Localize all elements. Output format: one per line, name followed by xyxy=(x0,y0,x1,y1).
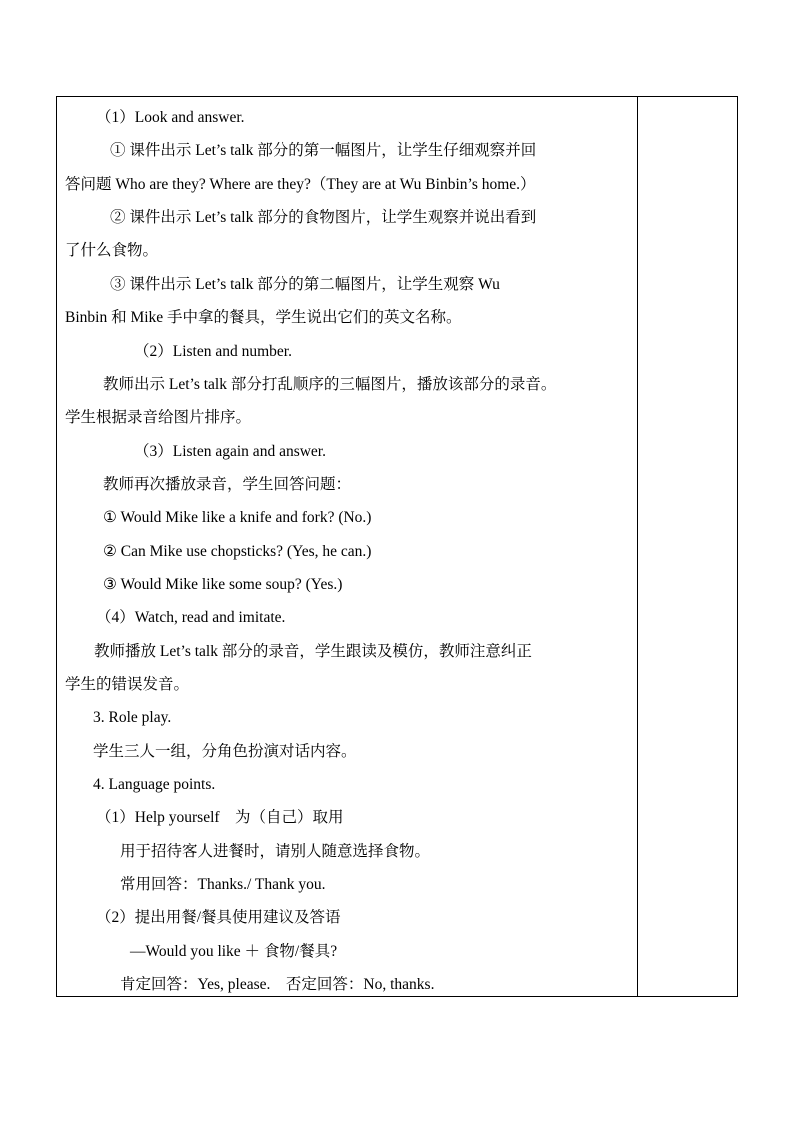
lesson-table xyxy=(56,96,738,997)
text-line: ① Would Mike like a knife and fork? (No.) xyxy=(103,509,372,526)
text-line: 了什么食物。 xyxy=(65,242,159,259)
text-line: 4. Language points. xyxy=(93,776,216,793)
text-line: ③ Would Mike like some soup? (Yes.) xyxy=(103,576,343,593)
text-line: ② 课件出示 Let’s talk 部分的食物图片，让学生观察并说出看到 xyxy=(110,209,537,226)
text-line: 学生三人一组，分角色扮演对话内容。 xyxy=(93,743,357,760)
text-line: 常用回答：Thanks./ Thank you. xyxy=(120,876,326,893)
text-line: 学生的错误发音。 xyxy=(65,676,190,693)
text-line: （1）Help yourself 为（自己）取用 xyxy=(96,809,344,826)
text-line: 肯定回答：Yes, please. 否定回答：No, thanks. xyxy=(120,976,435,993)
text-line: （4）Watch, read and imitate. xyxy=(96,609,286,626)
text-line: （2）提出用餐/餐具使用建议及答语 xyxy=(96,909,341,926)
text-line: 学生根据录音给图片排序。 xyxy=(65,409,252,426)
text-line: 教师出示 Let’s talk 部分打乱顺序的三幅图片，播放该部分的录音。 xyxy=(103,376,557,393)
text-line: （2）Listen and number. xyxy=(134,343,292,360)
text-line: ③ 课件出示 Let’s talk 部分的第二幅图片，让学生观察 Wu xyxy=(110,276,500,293)
text-line: （1）Look and answer. xyxy=(96,109,245,126)
text-line: （3）Listen again and answer. xyxy=(134,443,326,460)
text-line: 教师播放 Let’s talk 部分的录音，学生跟读及模仿，教师注意纠正 xyxy=(94,643,532,660)
column-divider xyxy=(637,97,638,996)
text-line: ② Can Mike use chopsticks? (Yes, he can.) xyxy=(103,543,372,560)
text-line: 教师再次播放录音，学生回答问题： xyxy=(103,476,352,493)
text-line: ① 课件出示 Let’s talk 部分的第一幅图片，让学生仔细观察并回 xyxy=(110,142,537,159)
text-line: 答问题 Who are they? Where are they?（They are at Wu Binbin’s home.） xyxy=(65,176,536,193)
text-line: Binbin 和 Mike 手中拿的餐具，学生说出它们的英文名称。 xyxy=(65,309,462,326)
text-line: —Would you like ＋ 食物/餐具? xyxy=(130,943,338,960)
text-line: 用于招待客人进餐时，请别人随意选择食物。 xyxy=(120,843,431,860)
text-line: 3. Role play. xyxy=(93,709,172,726)
